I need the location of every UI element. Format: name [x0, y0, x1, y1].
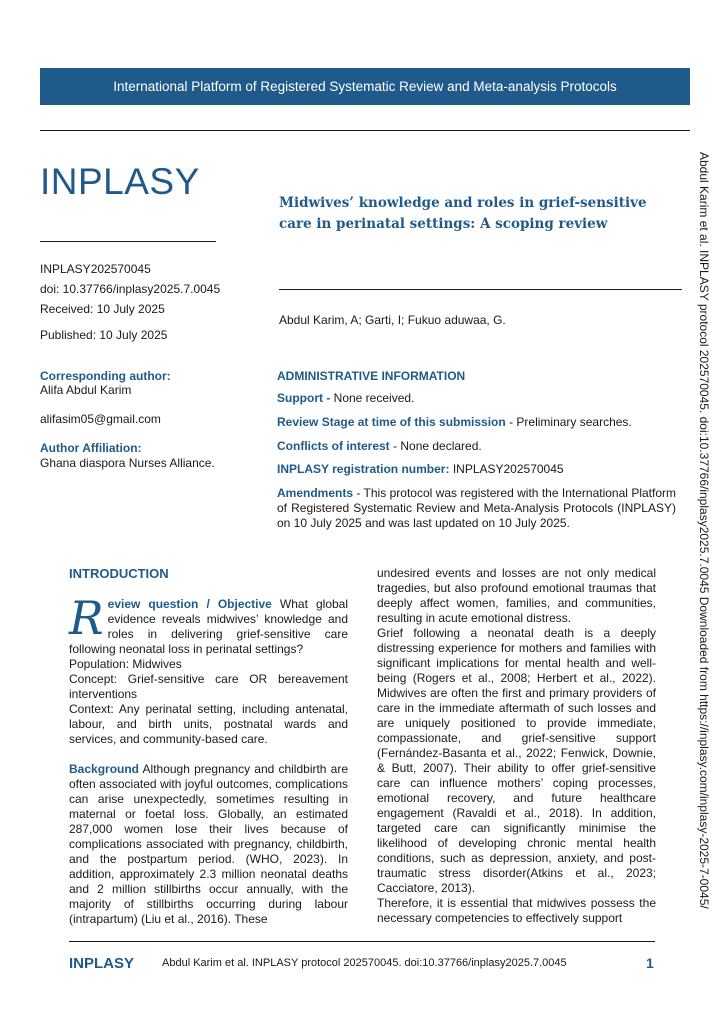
doi[interactable]: doi: 10.37766/inplasy2025.7.0045: [40, 282, 221, 296]
download-sidebar: [691, 152, 721, 912]
paragraph-grief: Grief following a neonatal death is a deeply distressing experience for mothers and families with significant implications for mental health and well-being (Rogers et al., 2008; Herbert et al., 2022). Midwives are often the first and primary providers of care in the immediate aftermath of such losses and are uniquely positioned to provide immediate, compassionate, and grief-sensitive support (Fernández-Basanta et al., 2022; Fenwick, Downie, & Butt, 2007). Their ability to offer grief-sensitive care can influence mothers’ coping processes, emotional recovery, and future healthcare engagement (Ravaldi et al., 2018). In addition, targeted care can significantly minimise the likelihood of developing chronic mental health conditions, such as depression, anxiety, and post-traumatic stress disorder(Atkins et al., 2023; Cacciatore, 2013).: [377, 626, 656, 895]
header-banner: International Platform of Registered Systematic Review and Meta-analysis Protocols: [40, 68, 690, 105]
concept: Concept: Grief-sensitive care OR bereavement interventions: [69, 672, 348, 701]
paragraph-continued: undesired events and losses are not only medical tragedies, but also profound emotional traumas that deeply affect women, families, and communities, resulting in acute emotional distress.: [377, 566, 656, 625]
population: Population: Midwives: [69, 657, 182, 671]
review-question: Review question / Objective What global evidence reveals midwives’ knowledge and roles in delivering grief-sensitive care following neonatal loss in perinatal settings?: [69, 591, 349, 656]
footer-rule: [69, 941, 655, 942]
background: Background Although pregnancy and childbirth are often associated with joyful outcomes, complications can arise unexpectedly, sometimes resulting in maternal or foetal loss. Globally, an estimated 287,000 women lose their lives because of complications associated with pregnancy, childbirth, and the postpartum period. (WHO, 2023). In addition, approximately 2.3 million neonatal deaths and 2 million stillbirths occur annually, with the majority of stillbirths occurring during labour (intrapartum) (Liu et al., 2016). These: [69, 762, 348, 926]
header-rule: [40, 130, 690, 131]
paragraph-therefore: Therefore, it is essential that midwives possess the necessary competencies to effectively support: [377, 896, 656, 925]
dropcap: R: [69, 591, 104, 645]
footer-citation: Abdul Karim et al. INPLASY protocol 202570045. doi:10.37766/inplasy2025.7.0045: [162, 957, 567, 969]
registration-number: INPLASY registration number: INPLASY202570045: [277, 462, 564, 476]
published-date: Published: 10 July 2025: [40, 328, 168, 342]
brand-rule: [40, 241, 216, 242]
review-stage: Review Stage at time of this submission - Preliminary searches.: [277, 415, 632, 429]
conflicts: Conflicts of interest - None declared.: [277, 439, 482, 453]
received-date: Received: 10 July 2025: [40, 302, 165, 316]
admin-heading: ADMINISTRATIVE INFORMATION: [277, 369, 466, 383]
affiliation-label: Author Affiliation:: [40, 441, 142, 455]
amendments: Amendments - This protocol was registered with the International Platform of Registered Systematic Review and Meta-Analysis Protocols (INPLASY) on 10 July 2025 and was last updated on 10 July 2025.: [277, 486, 676, 530]
authors: Abdul Karim, A; Garti, I; Fukuo aduwaa, G.: [279, 313, 506, 327]
affiliation: Ghana diaspora Nurses Alliance.: [40, 456, 215, 470]
corresponding-author-label: Corresponding author:: [40, 369, 171, 383]
article-title: Midwives’ knowledge and roles in grief-sensitive care in perinatal settings: A scoping review: [279, 195, 647, 232]
footer-brand: INPLASY: [69, 955, 135, 972]
intro-heading: INTRODUCTION: [69, 566, 169, 581]
brand-logo: INPLASY: [40, 161, 200, 202]
sidebar-text[interactable]: Abdul Karim et al. INPLASY protocol 202570045. doi:10.37766/inplasy2025.7.0045 Downloaded from https://inplasy.com/inplasy-2025-7-0045/: [697, 152, 711, 909]
intro-column-1: [69, 591, 349, 927]
corresponding-author-name: Alifa Abdul Karim: [40, 383, 132, 397]
page-number: 1: [646, 955, 654, 971]
support: Support - None received.: [277, 391, 415, 405]
email-link[interactable]: alifasim05@gmail.com: [40, 412, 161, 426]
protocol-id: INPLASY202570045: [40, 262, 151, 276]
title-rule: [279, 289, 682, 290]
intro-column-2: [377, 566, 656, 926]
context: Context: Any perinatal setting, including antenatal, labour, and birth units, postnatal wards and services, and community-based care.: [69, 702, 348, 746]
